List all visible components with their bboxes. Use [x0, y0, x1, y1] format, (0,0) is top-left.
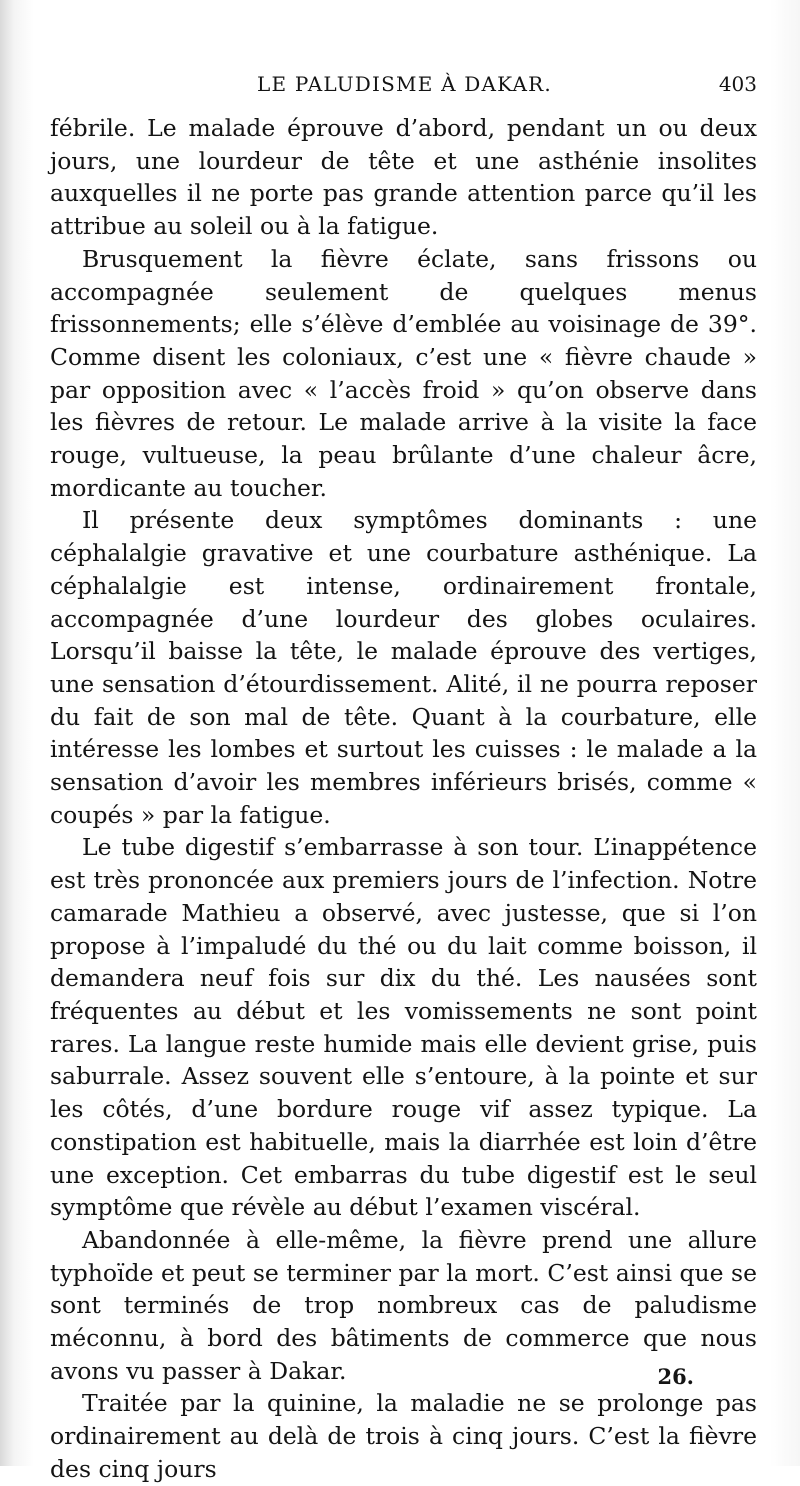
running-title: LE PALUDISME À DAKAR. [257, 72, 552, 96]
page-header [52, 72, 757, 104]
signature-mark: 26. [657, 1364, 694, 1389]
paragraph-1: fébrile. Le malade éprouve d’abord, pendant un ou deux jours, une lourdeur de tête et une asthénie insolites auxquelles il ne porte pas grande attention parce qu’il les attribue au soleil ou à la fatigue. [50, 114, 757, 241]
paragraph-3: Il présente deux symptômes dominants : une céphalalgie gravative et une courbature asthénique. La céphalalgie est intense, ordinairement frontale, accompagnée d’une lourdeur des globes oculaires. Lorsqu’il baisse la tête, le malade éprouve des vertiges, une sensation d’étourdissement. Alité, il ne pourra reposer du fait de son mal de tête. Quant à la courbature, elle intéresse les lombes et surtout les cuisses : le malade a la sensation d’avoir les membres inférieurs brisés, comme « coupés » par la fatigue. [50, 506, 757, 829]
body-text [50, 112, 757, 1486]
paragraph-5: Abandonnée à elle-même, la fièvre prend une allure typhoïde et peut se terminer par la mort. C’est ainsi que se sont terminés de trop nombreux cas de paludisme méconnu, à bord des bâtiments de commerce que nous avons vu passer à Dakar. [50, 1225, 757, 1385]
paragraph-4: Le tube digestif s’embarrasse à son tour. L’inappétence est très prononcée aux premiers jours de l’infection. Notre camarade Mathieu a observé, avec justesse, que si l’on propose à l’impaludé du thé ou du lait comme boisson, il demandera neuf fois sur dix du thé. Les nausées sont fréquentes au début et les vomissements ne sont point rares. La langue reste humide mais elle devient grise, puis saburrale. Assez souvent elle s’entoure, à la pointe et sur les côtés, d’une bordure rouge vif assez typique. La constipation est habituelle, mais la diarrhée est loin d’être une exception. Cet embarras du tube digestif est le seul symptôme que révèle au début l’examen viscéral. [50, 833, 757, 1222]
paragraph-6: Traitée par la quinine, la maladie ne se prolonge pas ordinairement au delà de trois à cinq jours. C’est la fièvre des cinq jours [50, 1389, 757, 1483]
paragraph-2: Brusquement la fièvre éclate, sans frissons ou accompagnée seulement de quelques menus frissonnements; elle s’élève d’emblée au voisinage de 39°. Comme disent les coloniaux, c’est une « fièvre chaude » par opposition avec « l’accès froid » qu’on observe dans les fièvres de retour. Le malade arrive à la visite la face rouge, vultueuse, la peau brûlante d’une chaleur âcre, mordicante au toucher. [50, 244, 757, 502]
page-number: 403 [718, 72, 757, 96]
